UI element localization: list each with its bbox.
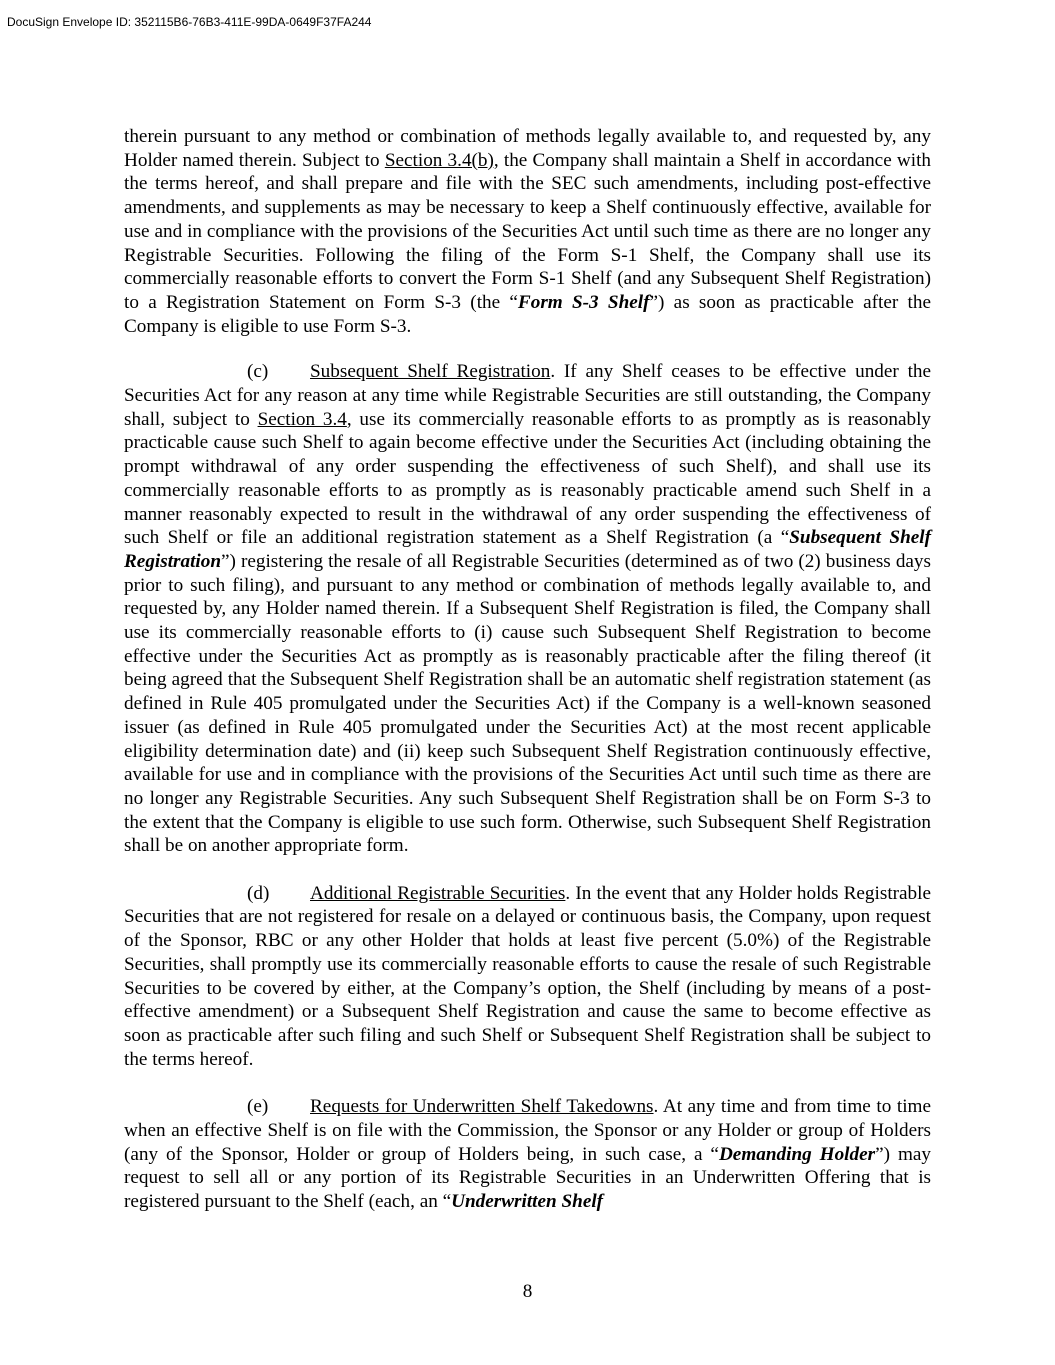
paragraph-e (124, 1095, 931, 1214)
section-reference: Section 3.4 (257, 408, 347, 430)
paragraph-heading: Subsequent Shelf Registration (310, 361, 551, 383)
text: , the Company shall maintain a Shelf in accordance with the terms hereof, and shall prepare and file with the SEC such amendments, including post-effective amendments, and supplements as may be necessary to keep a Shelf continuously effective, available for use and in compliance with the provisions of the Securities Act until such time as there are no longer any Registrable Securities. Following the filing of the Form S-1 Shelf, the Company shall use its commercially reasonable efforts to convert the Form S-1 Shelf (and any Subsequent Shelf Registration) to a Registration Statement on Form S-3 (the “ (124, 149, 931, 313)
text: ”) as soon as practicable after the Company is eligible to use Form S-3. (124, 291, 931, 337)
text: , use its commercially reasonable efforts to as promptly as is reasonably practicable cause such Shelf to again become effective under the Securities Act (including obtaining the prompt withdrawal of any order suspending the effectiveness of such Shelf), and shall use its commercially reasonable efforts to as promptly as is reasonably practicable amend such Shelf in a manner reasonably expected to result in the withdrawal of any order suspending the effectiveness of such Shelf or file an additional registration statement as a Shelf Registration (a “ (124, 408, 932, 549)
text: therein pursuant to any method or combination of methods legally available to, and requested by, any Holder named therein. Subject to (124, 126, 931, 171)
text: ”) registering the resale of all Registrable Securities (determined as of two (2) business days prior to such filing), and pursuant to any method or combination of methods legally available to, and requested by, any Holder named therein. If a Subsequent Shelf Registration is filed, the Company shall use its commercially reasonable efforts to (i) cause such Subsequent Shelf Registration to become effective under the Securities Act as promptly as is reasonably practicable after the filing thereof (it being agreed that the Subsequent Shelf Registration shall be an automatic shelf registration statement (as defined in Rule 405 promulgated under the Securities Act) if the Company is a well-known seasoned issuer (as defined in Rule 405 promulgated under the Securities Act) at the most recent applicable eligibility determination date) and (ii) keep such Subsequent Shelf Registration continuously effective, available for use and in compliance with the provisions of the Securities Act until such time as there are no longer any Registrable Securities. Any such Subsequent Shelf Registration shall be on Form S-3 to the extent that the Company is eligible to use such form. Otherwise, such Subsequent Shelf Registration shall be on another appropriate form. (124, 550, 931, 857)
text: ”) may request to sell all or any portion of its Registrable Securities in an Underwritten Offering that is registered pursuant to the Shelf (each, an “ (124, 1143, 931, 1212)
text: . At any time and from time to time when an effective Shelf is on file with the Commission, the Sponsor or any Holder or group of Holders (any of the Sponsor, Holder or group of Holders being, in such case, a “ (124, 1096, 931, 1165)
paragraph-heading: Additional Registrable Securities (310, 882, 566, 904)
text: . If any Shelf ceases to be effective under the Securities Act for any reason at any time while Registrable Securities are still outstanding, the Company shall, subject to (124, 361, 932, 430)
paragraph-d (124, 882, 931, 1072)
paragraph-label: (d) (247, 882, 270, 904)
paragraph-heading: Requests for Underwritten Shelf Takedowns (310, 1096, 654, 1118)
paragraph-label: (e) (247, 1096, 269, 1118)
page-number: 8 (522, 1281, 533, 1302)
docusign-envelope-id: DocuSign Envelope ID: 352115B6-76B3-411E-99DA-0649F37FA244 (7, 15, 372, 29)
paragraph-b-continuation (124, 125, 931, 338)
paragraph-c (124, 360, 931, 858)
defined-term: Demanding Holder (718, 1143, 876, 1165)
defined-term: Underwritten Shelf (451, 1190, 604, 1212)
section-reference: Section 3.4(b) (384, 149, 494, 171)
paragraph-label: (c) (247, 361, 269, 383)
defined-term: Form S-3 Shelf (517, 291, 650, 313)
document-body (124, 125, 931, 1237)
defined-term: Subsequent Shelf Registration (124, 527, 931, 572)
text: . In the event that any Holder holds Registrable Securities that are not registered for resale on a delayed or continuous basis, the Company, upon request of the Sponsor, RBC or any other Holder that holds at least five percent (5.0%) of the Registrable Securities, shall promptly use its commercially reasonable efforts to cause the resale of such Registrable Securities to be covered by either, at the Company’s option, the Shelf (including by means of a post-effective amendment) or a Subsequent Shelf Registration and cause the same to become effective as soon as practicable after such filing and such Shelf or Subsequent Shelf Registration shall be subject to the terms hereof. (124, 882, 931, 1070)
